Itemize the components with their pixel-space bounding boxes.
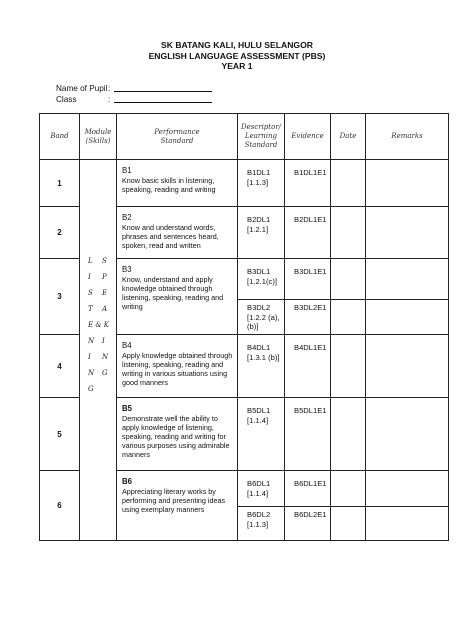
remarks-cell[interactable] xyxy=(366,160,449,207)
date-cell[interactable] xyxy=(331,207,366,259)
pupil-class-sep: : xyxy=(108,95,111,104)
performance-text: Know, understand and apply knowledge obtained through listening, speaking, reading and writing xyxy=(122,275,224,311)
band-cell: 1 xyxy=(40,160,80,207)
date-cell[interactable] xyxy=(331,398,366,471)
performance-text: Appreciating literary works by performing and presenting ideas using exemplary manners xyxy=(122,487,226,514)
remarks-cell[interactable] xyxy=(366,207,449,259)
module-letter: I xyxy=(102,337,105,345)
performance-text: Know basic skills in listening, speaking, reading and writing xyxy=(122,176,216,194)
module-cell xyxy=(80,160,117,541)
band-code: B1 xyxy=(122,166,132,175)
descriptor-cell: B5DL1 [1.1.4] xyxy=(238,398,285,471)
col-descriptor: Descriptor/ Learning Standard xyxy=(238,114,285,160)
band-code: B3 xyxy=(122,265,132,274)
module-letter: N xyxy=(88,369,95,377)
module-letters xyxy=(80,160,116,540)
pupil-name-label: Name of Pupil xyxy=(56,84,108,93)
descriptor-cell: B6DL1 [1.1.4] xyxy=(238,471,285,507)
evidence-cell: B1DL1E1 xyxy=(285,160,331,207)
module-letter: T xyxy=(88,305,93,313)
col-evidence: Evidence xyxy=(285,114,331,160)
evidence-cell: B4DL1E1 xyxy=(285,335,331,398)
band-code: B2 xyxy=(122,213,132,222)
evidence-cell: B6DL1E1 xyxy=(285,471,331,507)
assessment-table xyxy=(39,113,449,541)
band-code: B6 xyxy=(122,477,132,486)
evidence-cell: B3DL1E1 xyxy=(285,259,331,300)
date-cell[interactable] xyxy=(331,507,366,541)
descriptor-cell: B3DL2 [1.2.2 (a), (b)] xyxy=(238,300,285,335)
module-letter: A xyxy=(102,305,108,313)
remarks-cell[interactable] xyxy=(366,507,449,541)
module-letter: G xyxy=(88,385,94,393)
col-band: Band xyxy=(40,114,80,160)
col-performance: Performance Standard xyxy=(117,114,238,160)
performance-text: Demonstrate well the ability to apply knowledge of listening, speaking, reading and writing for various purposes using admirable manners xyxy=(122,414,230,459)
pupil-class-label: Class xyxy=(56,95,77,104)
performance-cell xyxy=(117,335,238,398)
col-remarks: Remarks xyxy=(366,114,449,160)
performance-cell xyxy=(117,207,238,259)
performance-cell xyxy=(117,160,238,207)
date-cell[interactable] xyxy=(331,335,366,398)
date-cell[interactable] xyxy=(331,160,366,207)
table-row xyxy=(40,160,449,207)
remarks-cell[interactable] xyxy=(366,335,449,398)
performance-text: Know and understand words, phrases and sentences heard, spoken, read and written xyxy=(122,223,219,250)
band-cell: 2 xyxy=(40,207,80,259)
module-letter: P xyxy=(102,273,107,281)
module-letter: N xyxy=(88,337,95,345)
pupil-class-field[interactable] xyxy=(114,94,212,103)
date-cell[interactable] xyxy=(331,300,366,335)
module-letter: N xyxy=(102,353,109,361)
descriptor-cell: B3DL1 [1.2.1(c)] xyxy=(238,259,285,300)
descriptor-cell: B4DL1 [1.3.1 (b)] xyxy=(238,335,285,398)
date-cell[interactable] xyxy=(331,471,366,507)
module-letter: L xyxy=(88,257,93,265)
module-letter: S xyxy=(88,289,93,297)
band-code: B5 xyxy=(122,404,132,413)
pupil-name-sep: : xyxy=(108,84,111,93)
module-letter: I xyxy=(88,273,91,281)
performance-cell xyxy=(117,471,238,541)
module-letter: I xyxy=(88,353,91,361)
evidence-cell: B3DL2E1 xyxy=(285,300,331,335)
performance-text: Apply knowledge obtained through listening, speaking, reading and writing in various situations using good manners xyxy=(122,351,233,387)
year-label: YEAR 1 xyxy=(221,61,253,71)
pupil-info xyxy=(56,83,212,105)
descriptor-cell: B1DL1 [1.1.3] xyxy=(238,160,285,207)
band-cell: 3 xyxy=(40,259,80,335)
band-code: B4 xyxy=(122,341,132,350)
module-letter: E xyxy=(102,289,108,297)
pupil-name-row xyxy=(56,83,212,94)
band-cell: 5 xyxy=(40,398,80,471)
pupil-name-field[interactable] xyxy=(114,83,212,92)
remarks-cell[interactable] xyxy=(366,398,449,471)
document-header xyxy=(0,40,474,72)
evidence-cell: B5DL1E1 xyxy=(285,398,331,471)
pupil-class-row xyxy=(56,94,212,105)
band-cell: 4 xyxy=(40,335,80,398)
performance-cell xyxy=(117,259,238,335)
evidence-cell: B6DL2E1 xyxy=(285,507,331,541)
remarks-cell[interactable] xyxy=(366,300,449,335)
descriptor-cell: B2DL1 [1.2.1] xyxy=(238,207,285,259)
evidence-cell: B2DL1E1 xyxy=(285,207,331,259)
band-cell: 6 xyxy=(40,471,80,541)
col-date: Date xyxy=(331,114,366,160)
school-name: SK BATANG KALI, HULU SELANGOR xyxy=(161,40,313,50)
table-header-row xyxy=(40,114,449,160)
col-module: Module (Skills) xyxy=(80,114,117,160)
performance-cell xyxy=(117,398,238,471)
remarks-cell[interactable] xyxy=(366,471,449,507)
date-cell[interactable] xyxy=(331,259,366,300)
descriptor-cell: B6DL2 [1.1.3] xyxy=(238,507,285,541)
module-letter: S xyxy=(102,257,107,265)
assessment-title: ENGLISH LANGUAGE ASSESSMENT (PBS) xyxy=(148,50,326,61)
module-letter: E & K xyxy=(88,321,110,329)
module-letter: G xyxy=(102,369,108,377)
remarks-cell[interactable] xyxy=(366,259,449,300)
